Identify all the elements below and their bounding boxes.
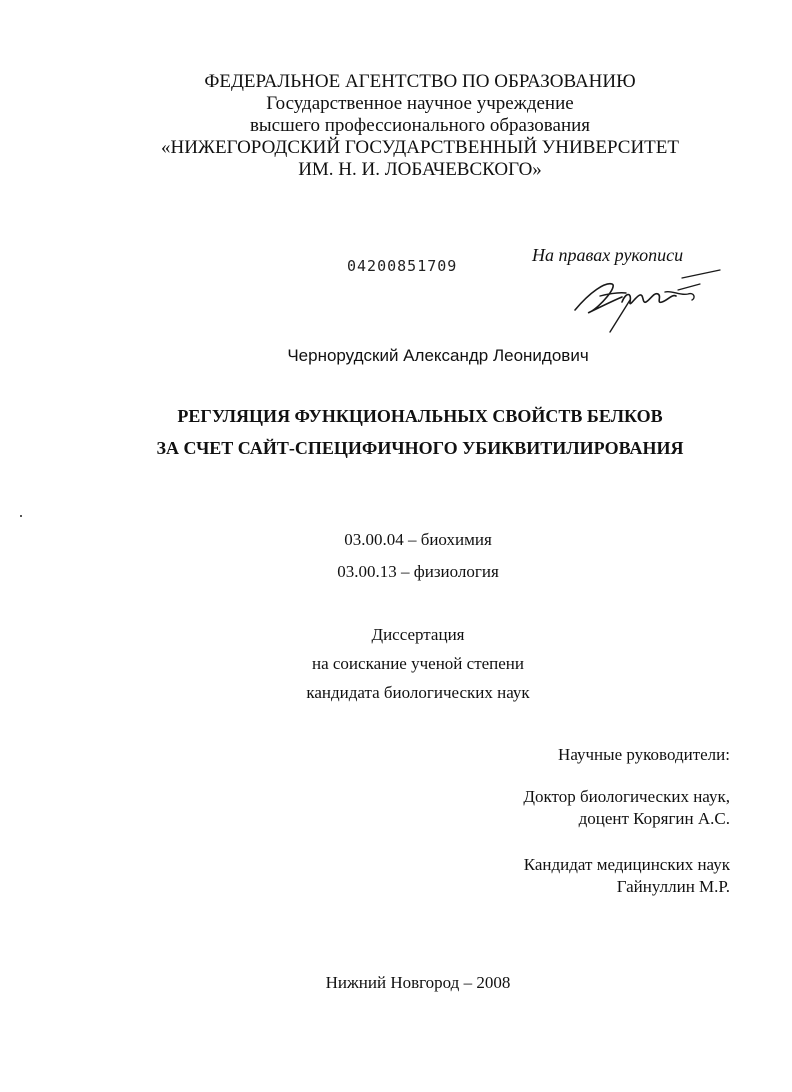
title-line2: ЗА СЧЕТ САЙТ-СПЕЦИФИЧНОГО УБИКВИТИЛИРОВАНИЯ	[156, 438, 684, 458]
supervisor-first-name: доцент Корягин А.С.	[578, 809, 730, 828]
supervisor-second-degree: Кандидат медицинских наук	[523, 855, 730, 874]
title-line1: РЕГУЛЯЦИЯ ФУНКЦИОНАЛЬНЫХ СВОЙСТВ БЕЛКОВ	[177, 406, 663, 426]
city-year: Нижний Новгород – 2008	[325, 973, 511, 992]
author-signature	[560, 262, 730, 337]
supervisors-label: Научные руководители:	[558, 745, 730, 764]
manuscript-rights-note: На правах рукописи	[532, 245, 684, 265]
specialty-physiology: 03.00.13 – физиология	[337, 562, 499, 581]
agency-name: ФЕДЕРАЛЬНОЕ АГЕНТСТВО ПО ОБРАЗОВАНИЮ	[204, 71, 636, 92]
supervisor-first	[523, 786, 730, 830]
dissertation-title	[0, 400, 792, 464]
supervisors-block	[523, 744, 730, 922]
institution-level: высшего профессионального образования	[249, 115, 591, 136]
institution-header	[0, 71, 792, 181]
degree-statement	[0, 620, 792, 707]
specialty-biochemistry: 03.00.04 – биохимия	[344, 530, 492, 549]
degree-line3: кандидата биологических наук	[306, 683, 530, 702]
degree-line1: Диссертация	[371, 625, 465, 644]
supervisor-second	[523, 854, 730, 898]
specialty-codes	[0, 524, 792, 588]
supervisor-second-name: Гайнуллин М.Р.	[616, 877, 730, 896]
scan-speck	[20, 515, 22, 517]
supervisor-first-degree: Доктор биологических наук,	[523, 787, 730, 806]
university-name-line2: ИМ. Н. И. ЛОБАЧЕВСКОГО»	[298, 159, 542, 180]
author-name: Чернорудский Александр Леонидович	[287, 346, 589, 365]
degree-line2: на соискание ученой степени	[311, 654, 525, 673]
university-name-line1: «НИЖЕГОРОДСКИЙ ГОСУДАРСТВЕННЫЙ УНИВЕРСИТЕТ	[160, 137, 679, 158]
institution-type: Государственное научное учреждение	[266, 93, 574, 114]
copy-number: 04200851709	[347, 257, 458, 275]
